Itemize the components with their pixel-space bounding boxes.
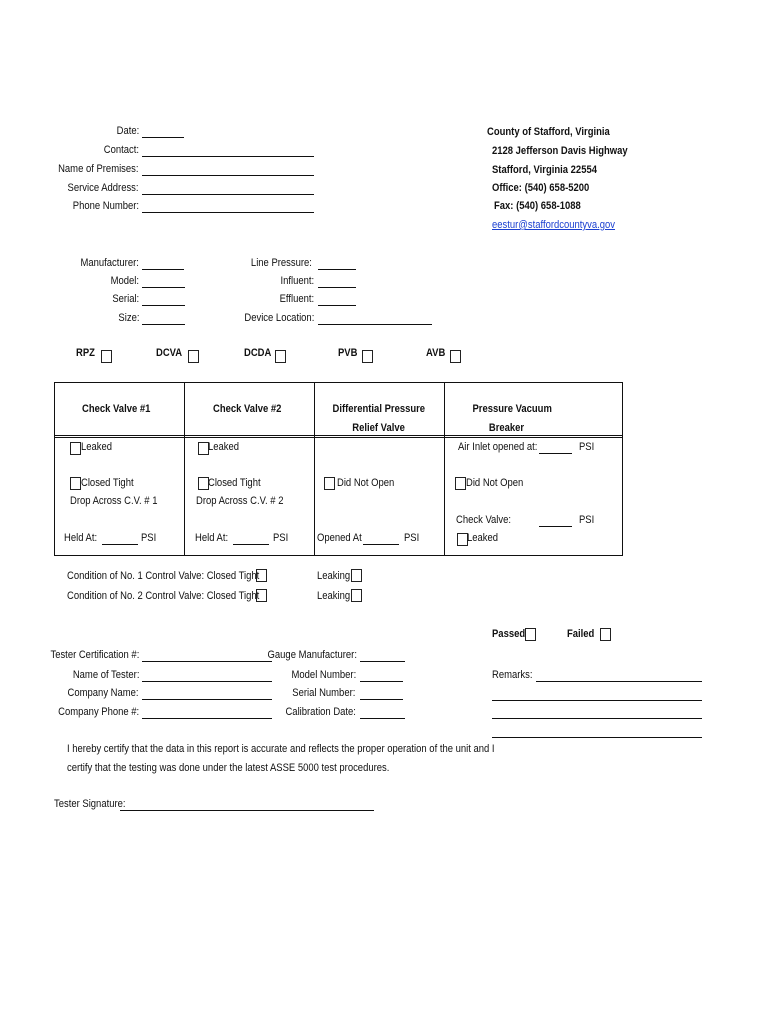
remarks-label: Remarks: [492, 669, 533, 681]
service-address-field[interactable] [142, 185, 314, 195]
tester-signature-label: Tester Signature: [54, 798, 126, 810]
cv2-psi-label: PSI [273, 532, 289, 544]
cv2-held-at-label: Held At: [195, 532, 229, 544]
control-valve-1-label: Condition of No. 1 Control Valve: Closed Tight [67, 570, 260, 582]
rv-did-not-open-checkbox[interactable] [324, 477, 335, 490]
cv2-drop-label: Drop Across C.V. # 2 [196, 495, 284, 507]
device-type-pvb-label: PVB [338, 347, 358, 359]
model-number-field[interactable] [360, 672, 403, 682]
device-location-label: Device Location: [244, 312, 314, 324]
pvb-check-valve-field[interactable] [539, 517, 572, 527]
date-label: Date: [116, 125, 139, 137]
cv1-held-at-field[interactable] [102, 535, 138, 545]
county-name: County of Stafford, Virginia [487, 126, 610, 138]
control-valve-2-leaking-checkbox[interactable] [351, 589, 362, 602]
passed-checkbox[interactable] [525, 628, 536, 641]
contact-label: Contact: [103, 144, 139, 156]
relief-valve-header-line1: Differential Pressure [332, 403, 426, 415]
failed-checkbox[interactable] [600, 628, 611, 641]
phone-label: Phone Number: [72, 200, 139, 212]
serial-number-field[interactable] [360, 690, 403, 700]
control-valve-2-label: Condition of No. 2 Control Valve: Closed Tight [67, 590, 260, 602]
cv2-leaked-label: Leaked [208, 441, 240, 453]
company-phone-label: Company Phone #: [58, 706, 139, 718]
pvb-did-not-open-label: Did Not Open [466, 477, 524, 489]
tester-name-label: Name of Tester: [72, 669, 139, 681]
cv1-leaked-checkbox[interactable] [70, 442, 81, 455]
influent-label: Influent: [280, 275, 314, 287]
cv1-closed-tight-label: Closed Tight [81, 477, 134, 489]
pvb-leaked-label: Leaked [467, 532, 499, 544]
failed-label: Failed [567, 628, 595, 640]
relief-valve-header-line2: Relief Valve [352, 422, 406, 434]
device-type-pvb-checkbox[interactable] [362, 350, 373, 363]
county-fax: Fax: (540) 658-1088 [494, 200, 581, 212]
line-pressure-field[interactable] [318, 260, 356, 270]
device-type-avb-checkbox[interactable] [450, 350, 461, 363]
device-type-dcva-checkbox[interactable] [188, 350, 199, 363]
county-city: Stafford, Virginia 22554 [492, 164, 597, 176]
control-valve-2-closed-checkbox[interactable] [256, 589, 267, 602]
cv2-closed-tight-label: Closed Tight [208, 477, 261, 489]
effluent-field[interactable] [318, 296, 356, 306]
cv1-leaked-label: Leaked [81, 441, 113, 453]
rv-psi-label: PSI [404, 532, 420, 544]
manufacturer-label: Manufacturer: [80, 257, 139, 269]
pvb-check-valve-psi-label: PSI [579, 514, 595, 526]
calibration-date-field[interactable] [360, 709, 405, 719]
county-office-phone: Office: (540) 658-5200 [492, 182, 590, 194]
control-valve-1-leaking-label: Leaking [317, 570, 351, 582]
model-number-label: Model Number: [291, 669, 356, 681]
premises-label: Name of Premises: [58, 163, 139, 175]
pvb-air-inlet-psi-label: PSI [579, 441, 595, 453]
rv-opened-at-label: Opened At [317, 532, 362, 544]
serial-number-label: Serial Number: [291, 687, 355, 699]
device-type-rpz-label: RPZ [76, 347, 95, 359]
pvb-check-valve-label: Check Valve: [456, 514, 512, 526]
cv1-drop-label: Drop Across C.V. # 1 [70, 495, 158, 507]
premises-field[interactable] [142, 166, 314, 176]
vacuum-breaker-header-line1: Pressure Vacuum [472, 403, 552, 415]
cv1-psi-label: PSI [141, 532, 157, 544]
device-type-dcva-label: DCVA [156, 347, 183, 359]
certification-line-2: certify that the testing was done under the latest ASSE 5000 test procedures. [67, 762, 390, 774]
line-pressure-label: Line Pressure: [250, 257, 312, 269]
device-type-dcda-label: DCDA [244, 347, 272, 359]
county-email-link[interactable]: eestur@staffordcountyva.gov [492, 219, 616, 231]
control-valve-1-leaking-checkbox[interactable] [351, 569, 362, 582]
passed-label: Passed [492, 628, 526, 640]
remarks-field-line2[interactable] [492, 691, 702, 701]
serial-label: Serial: [112, 293, 139, 305]
device-type-dcda-checkbox[interactable] [275, 350, 286, 363]
phone-field[interactable] [142, 203, 314, 213]
device-type-rpz-checkbox[interactable] [101, 350, 112, 363]
check-valve-2-header: Check Valve #2 [213, 403, 282, 415]
check-valve-1-header: Check Valve #1 [82, 403, 151, 415]
rv-opened-at-field[interactable] [363, 535, 399, 545]
rv-did-not-open-label: Did Not Open [337, 477, 395, 489]
pvb-air-inlet-label: Air Inlet opened at: [458, 441, 538, 453]
county-street: 2128 Jefferson Davis Highway [492, 145, 628, 157]
control-valve-2-leaking-label: Leaking [317, 590, 351, 602]
contact-field[interactable] [142, 147, 314, 157]
size-label: Size: [117, 312, 139, 324]
company-name-label: Company Name: [68, 687, 139, 699]
tester-signature-field[interactable] [120, 801, 374, 811]
gauge-manufacturer-field[interactable] [360, 652, 405, 662]
remarks-field-line4[interactable] [492, 728, 702, 738]
date-field[interactable] [142, 128, 184, 138]
vacuum-breaker-header-line2: Breaker [488, 422, 524, 434]
pvb-air-inlet-field[interactable] [539, 444, 572, 454]
certification-line-1: I hereby certify that the data in this report is accurate and reflects the proper operation of the unit and I [67, 743, 495, 755]
cv2-held-at-field[interactable] [233, 535, 269, 545]
device-location-field[interactable] [318, 315, 432, 325]
pvb-did-not-open-checkbox[interactable] [455, 477, 466, 490]
device-type-avb-label: AVB [426, 347, 446, 359]
influent-field[interactable] [318, 278, 356, 288]
cv1-held-at-label: Held At: [64, 532, 98, 544]
remarks-field-line1[interactable] [536, 672, 702, 682]
cv1-closed-tight-checkbox[interactable] [70, 477, 81, 490]
tester-cert-label: Tester Certification #: [50, 649, 139, 661]
model-label: Model: [110, 275, 139, 287]
control-valve-1-closed-checkbox[interactable] [256, 569, 267, 582]
remarks-field-line3[interactable] [492, 709, 702, 719]
calibration-date-label: Calibration Date: [285, 706, 356, 718]
gauge-manufacturer-label: Gauge Manufacturer: [267, 649, 357, 661]
service-address-label: Service Address: [68, 182, 139, 194]
effluent-label: Effluent: [279, 293, 314, 305]
